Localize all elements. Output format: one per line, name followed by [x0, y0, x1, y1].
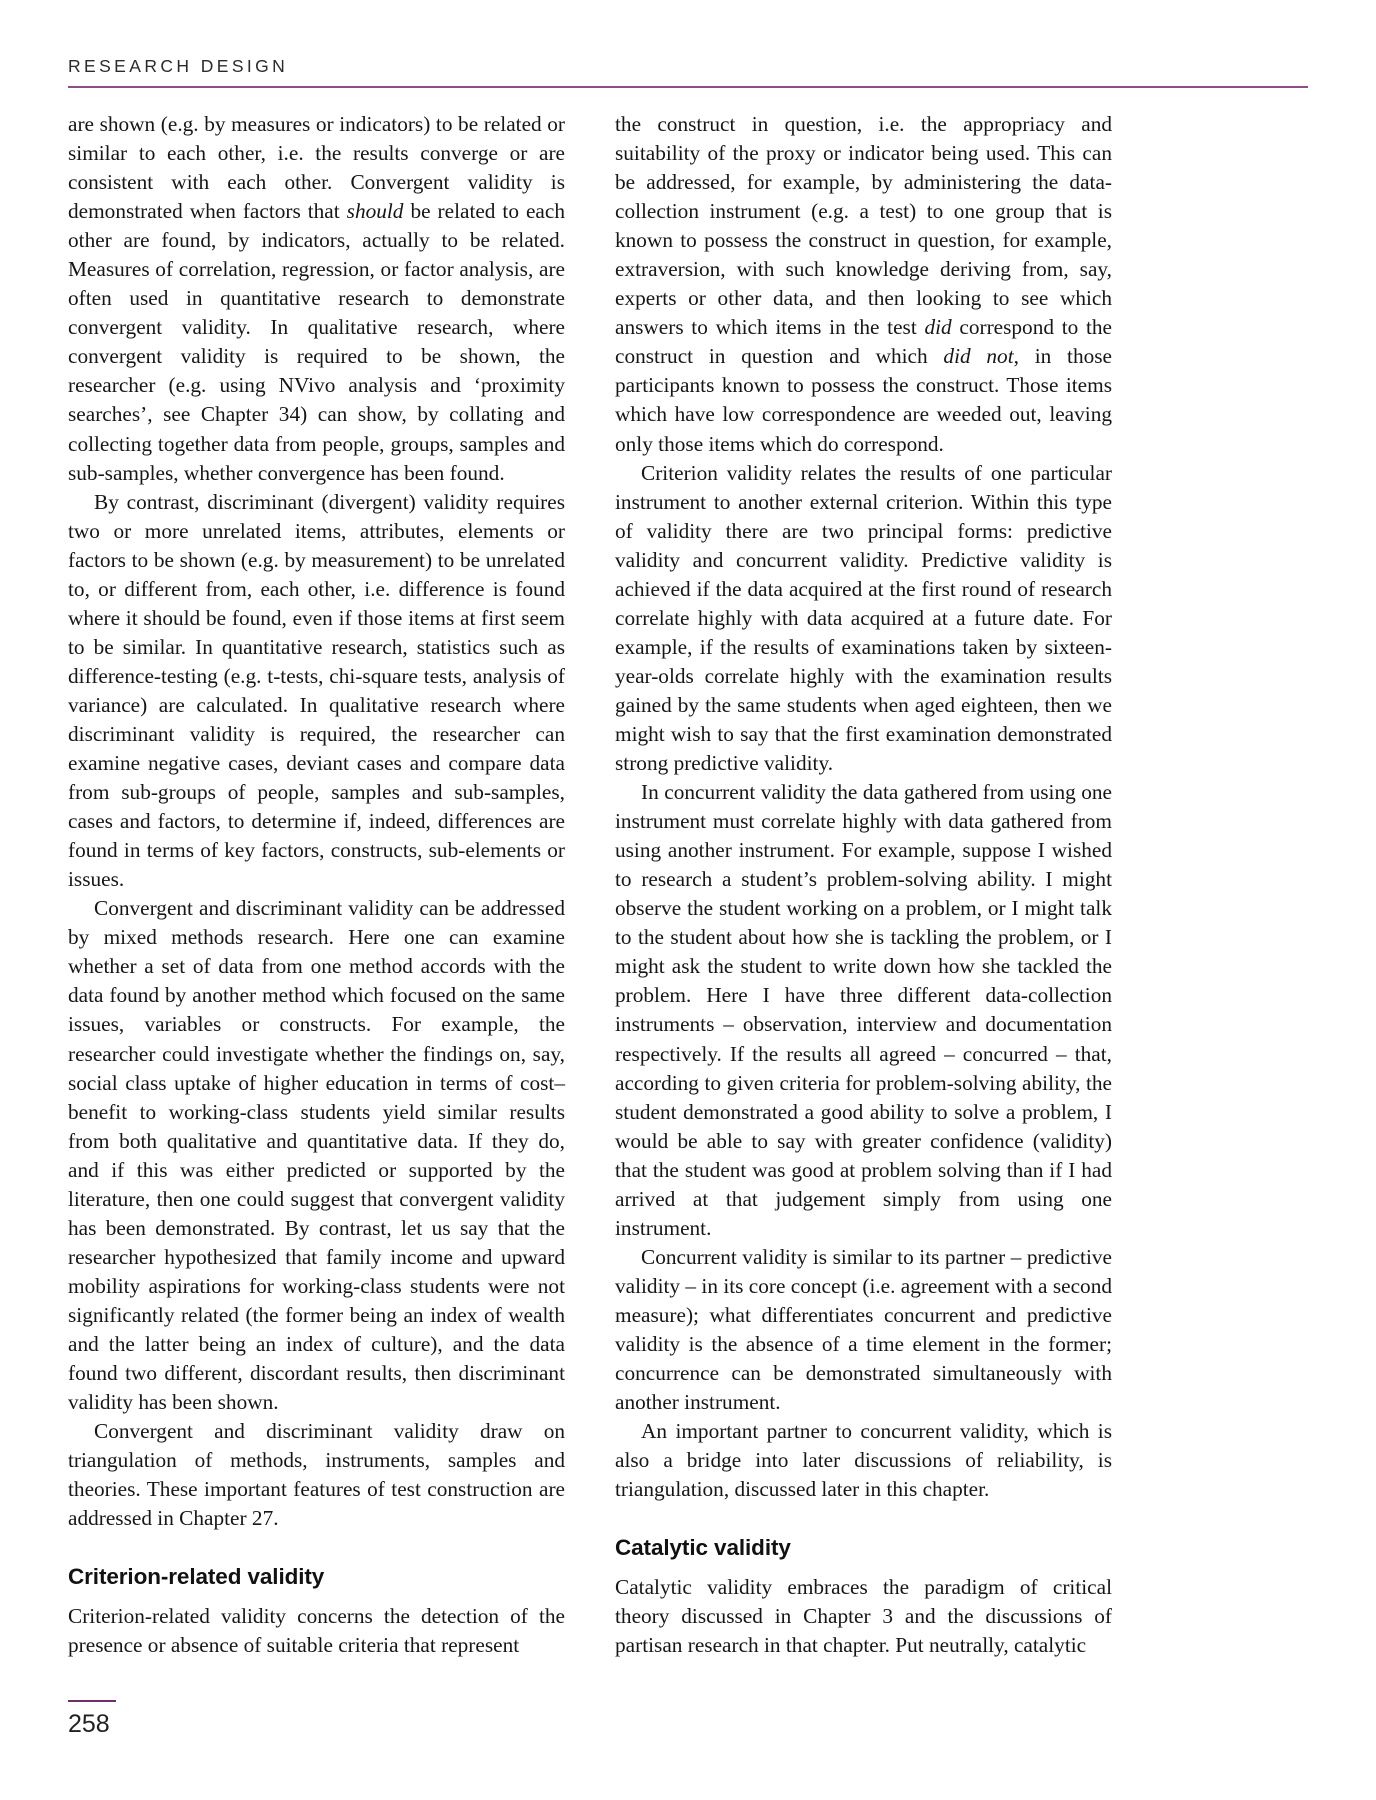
paragraph: An important partner to concurrent validity, which is also a bridge into later discussions of reliability, is triangulation, discussed later in this chapter. — [615, 1419, 1112, 1502]
running-head-title: RESEARCH DESIGN — [68, 56, 289, 76]
subheading-catalytic-validity: Catalytic validity — [615, 1535, 791, 1561]
paragraph: are shown (e.g. by measures or indicators) to be related or similar to each other, i.e. the results converge or are consistent with each other. Convergent validity is demonstrated when factors that should be related to each other are found, by indicators, actually to be related. Measures of correlation, regression, or factor analysis, are often used in quantitative research to demonstrate convergent validity. In qualitative research, where convergent validity is required to be shown, the researcher (e.g. using NVivo analysis and ‘proximity searches’, see Chapter 34) can show, by collating and collecting together data from people, groups, samples and sub-samples, whether convergence has been found. — [68, 112, 565, 485]
folio-rule — [68, 1700, 116, 1702]
paragraph: Convergent and discriminant validity draw on triangulation of methods, instruments, samples and theories. These important features of test construction are addressed in Chapter 27. — [68, 1419, 565, 1531]
folio — [68, 1700, 116, 1737]
paragraph: In concurrent validity the data gathered from using one instrument must correlate highly with data gathered from using another instrument. For example, suppose I wished to research a student’s problem-solving ability. I might observe the student working on a problem, or I might talk to the student about how she is tackling the problem, or I might ask the student to write down how she tackled the problem. Here I have three different data-collection instruments – observation, interview and documentation respectively. If the results all agreed – concurred – that, according to given criteria for problem-solving ability, the student demonstrated a good ability to solve a problem, I would be able to say with greater confidence (validity) that the student was good at problem solving than if I had arrived at that judgement simply from using one instrument. — [615, 780, 1112, 1240]
subheading-criterion-related-validity: Criterion-related validity — [68, 1564, 325, 1590]
page-number: 258 — [68, 1709, 110, 1738]
paragraph: Criterion-related validity concerns the detection of the presence or absence of suitable criteria that represent — [68, 1604, 565, 1658]
right-column — [615, 110, 1112, 1660]
header-rule — [68, 86, 1308, 88]
left-column — [68, 110, 565, 1660]
running-head — [68, 56, 1308, 88]
paragraph: Concurrent validity is similar to its partner – predictive validity – in its core concept (i.e. agreement with a second measure); what differentiates concurrent and predictive validity is the absence of a time element in the former; concurrence can be demonstrated simultaneously with another instrument. — [615, 1244, 1112, 1415]
paragraph: Convergent and discriminant validity can be addressed by mixed methods research. Here one can examine whether a set of data from one method accords with the data found by another method which focused on the same issues, variables or constructs. For example, the researcher could investigate whether the findings on, say, social class uptake of higher education in terms of cost–benefit to working-class students yield similar results from both qualitative and quantitative data. If they do, and if this was either predicted or supported by the literature, then one could suggest that convergent validity has been demonstrated. By contrast, let us say that the researcher hypothesized that family income and upward mobility aspirations for working-class students were not significantly related (the former being an index of wealth and the latter being an index of culture), and the data found two different, discordant results, then discriminant validity has been shown. — [68, 896, 565, 1415]
paragraph: the construct in question, i.e. the appropriacy and suitability of the proxy or indicator being used. This can be addressed, for example, by administering the data-collection instrument (e.g. a test) to one group that is known to possess the construct in question, for example, extraversion, with such knowledge deriving from, say, experts or other data, and then looking to see which answers to which items in the test did correspond to the construct in question and which did not, in those participants known to possess the construct. Those items which have low correspondence are weeded out, leaving only those items which do correspond. — [615, 112, 1112, 456]
body-columns — [68, 110, 1313, 1660]
paragraph: Criterion validity relates the results of one particular instrument to another external criterion. Within this type of validity there are two principal forms: predictive validity and concurrent validity. Predictive validity is achieved if the data acquired at the first round of research correlate highly with data acquired at a future date. For example, if the results of examinations taken by sixteen-year-olds correlate highly with the examination results gained by the same students when aged eighteen, then we might wish to say that the first examination demonstrated strong predictive validity. — [615, 460, 1112, 776]
paragraph: Catalytic validity embraces the paradigm of critical theory discussed in Chapter 3 and the discussions of partisan research in that chapter. Put neutrally, catalytic — [615, 1575, 1112, 1658]
paragraph: By contrast, discriminant (divergent) validity requires two or more unrelated items, attributes, elements or factors to be shown (e.g. by measurement) to be unrelated to, or different from, each other, i.e. difference is found where it should be found, even if those items at first seem to be similar. In quantitative research, statistics such as difference-testing (e.g. t-tests, chi-square tests, analysis of variance) are calculated. In qualitative research where discriminant validity is required, the researcher can examine negative cases, deviant cases and compare data from sub-groups of people, samples and sub-samples, cases and factors, to determine if, indeed, differences are found in terms of key factors, constructs, sub-elements or issues. — [68, 489, 565, 892]
